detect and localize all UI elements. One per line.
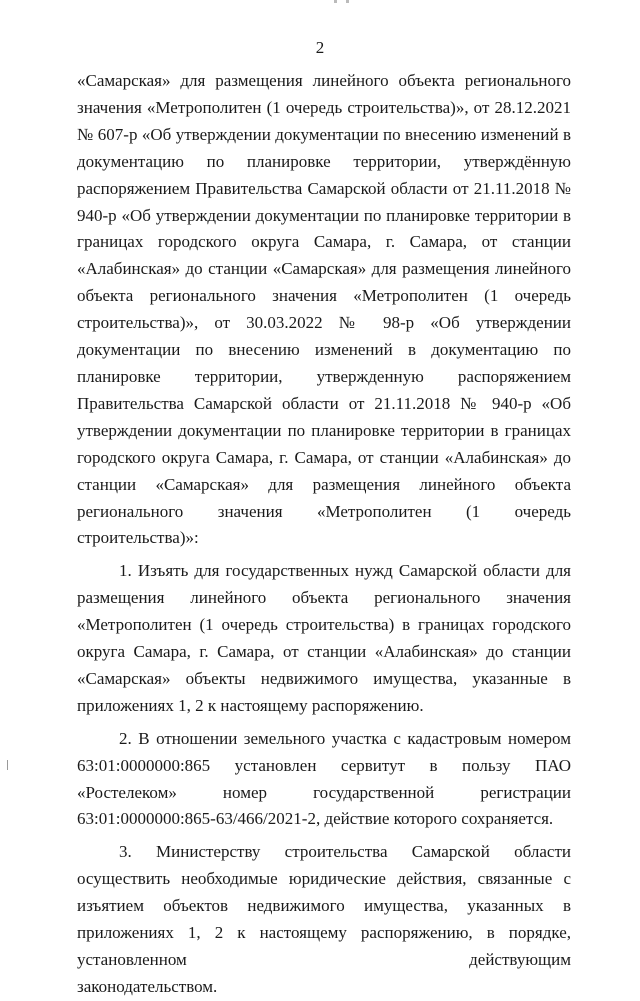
paragraph-intro: «Самарская» для размещения линейного объекта регионального значения «Метрополитен (1 очередь строительства)», от 28.12.2021 № 607-р «Об утверждении документации по внесению изменений в документацию по планировке территории, утверждённую распоряжением Правительства Самарской области от 21.11.2018 № 940-р «Об утверждении документации по планировке территории в границах городского округа Самара, г. Самара, от станции «Алабинская» до станции «Самарская» для размещения линейного объекта регионального значения «Метрополитен (1 очередь строительства)», от 30.03.2022 № 98-р «Об утверждении документации по внесению изменений в документацию по планировке территории, утвержденную распоряжением Правительства Самарской области от 21.11.2018 № 940-р «Об утверждении документации по планировке территории в границах городского округа Самара, г. Самара, от станции «Алабинская» до станции «Самарская» для размещения линейного объекта регионального значения «Метрополитен (1 очередь строительства)»: (77, 71, 571, 548)
document-body (77, 68, 571, 1001)
paragraph-item-1: 1. Изъять для государственных нужд Самарской области для размещения линейного объекта регионального значения «Метрополитен (1 очередь строительства) в границах городского округа Самара, г. Самара, от станции «Алабинская» до станции «Самарская» объекты недвижимого имущества, указанные в приложениях 1, 2 к настоящему распоряжению. (77, 561, 571, 715)
paragraph-item-3-end: законодательством. (77, 976, 218, 996)
paragraph-item-2: 2. В отношении земельного участка с кадастровым номером 63:01:0000000:865 установлен сервитут в пользу ПАО «Ростелеком» номер государственной регистрации 63:01:0000000:865-63/466/2021-2, действие которого сохраняется. (77, 728, 571, 829)
scan-artifact-margin (7, 760, 8, 770)
paragraph-item-3: 3. Министерству строительства Самарской области осуществить необходимые юридические действия, связанные с изъятием объектов недвижимого имущества, указанных в приложениях 1, 2 к настоящему распоряжению, в порядке, установленном действующим (77, 842, 571, 969)
page-number: 2 (315, 38, 325, 57)
scan-artifact-top (330, 0, 370, 3)
